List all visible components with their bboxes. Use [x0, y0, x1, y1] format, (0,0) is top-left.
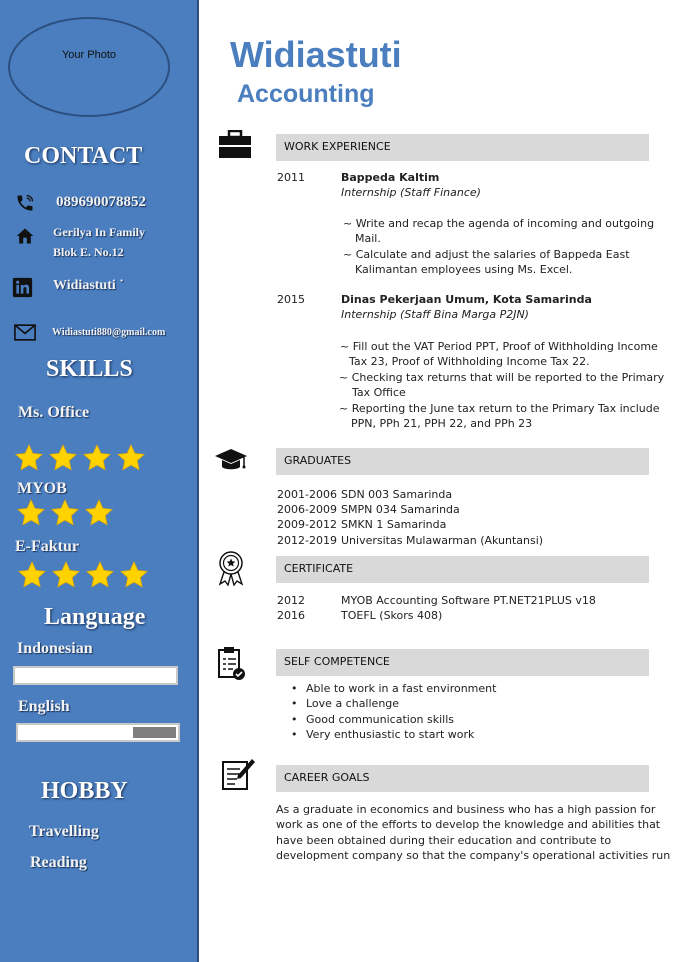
language-name-indonesian: Indonesian	[17, 640, 93, 657]
skill-name-myob: MYOB	[17, 480, 67, 497]
star-icon	[16, 560, 48, 590]
job-duty: ~ Fill out the VAT Period PPT, Proof of Withholding Income	[340, 340, 658, 353]
skill-name-e-faktur: E-Faktur	[15, 538, 79, 555]
career-goals-paragraph	[276, 802, 671, 864]
contact-heading: CONTACT	[24, 143, 143, 169]
linkedin-name[interactable]: Widiastuti ˙	[53, 278, 124, 293]
section-title-work-experience: WORK EXPERIENCE	[284, 140, 391, 153]
star-icon	[118, 560, 150, 590]
education-years: 2009-2012	[277, 518, 337, 531]
paragraph-line: development company so that the company's operational activities run	[276, 849, 671, 863]
paragraph-line: As a graduate in economics and business who has a high passion for	[276, 803, 656, 816]
list-item: • Love a challenge	[288, 696, 496, 711]
hobby-item: Travelling	[29, 823, 99, 840]
list-item: • Very enthusiastic to start work	[288, 727, 496, 742]
skill-rating-ms-office	[13, 443, 147, 473]
certificate-name: TOEFL (Skors 408)	[341, 609, 443, 622]
certificate-name: MYOB Accounting Software PT.NET21PLUS v18	[341, 594, 596, 607]
job-company: Bappeda Kaltim	[341, 171, 440, 184]
section-title-graduates: GRADUATES	[284, 454, 352, 467]
home-icon	[14, 226, 36, 246]
email-icon	[14, 324, 36, 341]
hobby-item: Reading	[30, 854, 87, 871]
section-bar-certificate	[276, 556, 649, 583]
section-title-certificate: CERTIFICATE	[284, 562, 354, 575]
job-year: 2011	[277, 171, 305, 184]
section-bar-work-experience	[276, 134, 649, 161]
job-position: Internship (Staff Bina Marga P2JN)	[341, 308, 529, 321]
clipboard-check-icon	[217, 646, 247, 682]
paragraph-line: work as one of the efforts to develop the knowledge and abilities that	[276, 818, 661, 832]
hobby-heading: HOBBY	[41, 778, 128, 804]
address-line1: Gerilya In Family	[53, 225, 145, 239]
job-duty: Kalimantan employees using Ms. Excel.	[355, 263, 573, 276]
star-icon	[47, 443, 79, 473]
document-pen-icon	[221, 757, 257, 791]
star-icon	[50, 560, 82, 590]
language-name-english: English	[18, 698, 70, 715]
phone-icon	[14, 193, 36, 213]
certificate-year: 2016	[277, 609, 305, 622]
competence-list	[288, 681, 496, 742]
section-bar-self-competence	[276, 649, 649, 676]
job-duty: Tax Office	[352, 386, 406, 399]
list-item: • Able to work in a fast environment	[288, 681, 496, 696]
education-school: SMPN 034 Samarinda	[341, 503, 460, 516]
job-position: Internship (Staff Finance)	[341, 186, 481, 199]
star-icon	[84, 560, 116, 590]
briefcase-icon	[218, 130, 252, 160]
candidate-role: Accounting	[237, 80, 375, 108]
job-duty: Mail.	[355, 232, 381, 245]
skill-rating-e-faktur	[16, 560, 150, 590]
star-icon	[115, 443, 147, 473]
job-duty: ~ Calculate and adjust the salaries of Bappeda East	[343, 248, 630, 261]
education-school: SMKN 1 Samarinda	[341, 518, 447, 531]
star-icon	[83, 498, 115, 528]
list-item: • Good communication skills	[288, 712, 496, 727]
photo-placeholder[interactable]	[8, 17, 170, 117]
job-duty: ~ Checking tax returns that will be reported to the Primary	[339, 371, 665, 384]
sidebar	[0, 0, 199, 962]
linkedin-icon	[12, 277, 33, 298]
job-company: Dinas Pekerjaan Umum, Kota Samarinda	[341, 293, 592, 306]
photo-label: Your Photo	[61, 49, 117, 61]
candidate-name: Widiastuti	[230, 34, 402, 75]
paragraph-line: have been obtained during their education and contribute to	[276, 833, 612, 847]
skill-name-ms-office: Ms. Office	[18, 404, 90, 421]
job-duty: Tax 23, Proof of Withholding Income Tax 22.	[349, 355, 590, 368]
education-school: Universitas Mulawarman (Akuntansi)	[341, 534, 544, 547]
skills-heading: SKILLS	[46, 356, 133, 382]
address-line2: Blok E. No.12	[53, 245, 124, 259]
award-badge-icon	[216, 550, 246, 586]
skill-rating-myob	[15, 498, 115, 528]
education-years: 2012-2019	[277, 534, 337, 547]
education-years: 2001-2006	[277, 488, 337, 501]
job-duty: ~ Reporting the June tax return to the Primary Tax include	[339, 402, 660, 415]
email-address[interactable]: Widiastuti880@gmail.com	[52, 327, 166, 338]
section-bar-career-goals	[276, 765, 649, 792]
education-school: SDN 003 Samarinda	[341, 488, 453, 501]
star-icon	[13, 443, 45, 473]
language-heading: Language	[44, 604, 146, 630]
education-years: 2006-2009	[277, 503, 337, 516]
job-duty: PPN, PPh 21, PPH 22, and PPh 23	[351, 417, 533, 430]
phone-number[interactable]: 089690078852	[56, 194, 146, 210]
graduation-cap-icon	[214, 446, 248, 476]
language-level-fill-english	[133, 727, 176, 738]
section-title-self-competence: SELF COMPETENCE	[284, 655, 390, 668]
language-level-indonesian	[13, 666, 178, 685]
star-icon	[81, 443, 113, 473]
section-bar-graduates	[276, 448, 649, 475]
section-title-career-goals: CAREER GOALS	[284, 771, 370, 784]
certificate-year: 2012	[277, 594, 305, 607]
star-icon	[49, 498, 81, 528]
language-level-english	[16, 723, 180, 742]
star-icon	[15, 498, 47, 528]
job-duty: ~ Write and recap the agenda of incoming and outgoing	[343, 217, 655, 230]
job-year: 2015	[277, 293, 305, 306]
